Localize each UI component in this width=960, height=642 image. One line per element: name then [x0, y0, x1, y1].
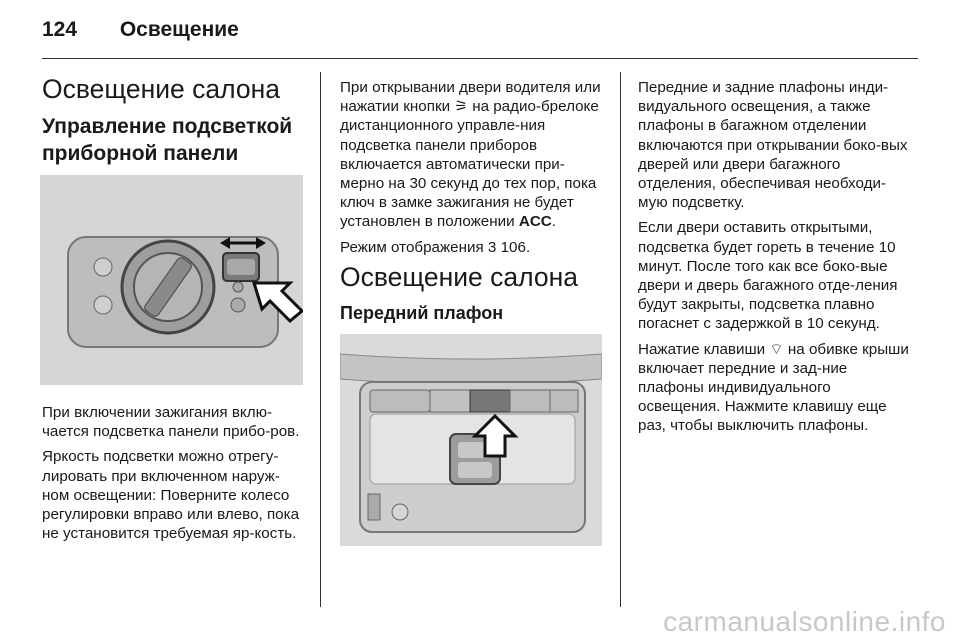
text-run: на радио-брелоке дистанционного управле-ния подсветка панели приборов включается автоматически при-мерно на 30 секунд до тех пор, пока ключ в замке зажигания не будет установлен в положении	[340, 98, 599, 231]
paragraph: При включении зажигания вклю-чается подсветка панели прибо-ров.	[42, 404, 300, 441]
subsection-heading: Управление подсветкой приборной панели	[42, 115, 293, 165]
column-3-text	[638, 78, 914, 442]
column-divider	[320, 72, 321, 607]
acc-label: ACC	[518, 213, 552, 231]
dome-lamp-icon: ⌔	[769, 340, 784, 358]
watermark: carmanualsonline.info	[663, 606, 946, 637]
page-header	[42, 18, 239, 42]
page-ref-number: 106	[500, 238, 526, 256]
page-ref-icon: 3	[487, 238, 497, 256]
paragraph	[340, 78, 606, 232]
column-2-text	[340, 78, 606, 263]
page-number: 124	[42, 18, 78, 41]
column-1-text	[42, 403, 307, 549]
subsection-heading: Передний плафон	[340, 303, 504, 323]
text-run: Режим отображения	[340, 238, 484, 256]
light-switch-illustration	[40, 175, 303, 385]
paragraph	[340, 238, 606, 257]
text-run: .	[551, 213, 556, 231]
front-dome-light-figure	[340, 334, 602, 546]
remote-unlock-icon: ⚞	[454, 98, 468, 116]
paragraph: Передние и задние плафоны инди-видуального освещения, а также плафоны в багажном отделении включаются при открывании боко-вых дверей или двери багажного отделения, обеспечивая необходи-мую подсветку.	[638, 79, 908, 212]
section-heading: Освещение салона	[42, 74, 281, 104]
paragraph	[638, 340, 914, 436]
section-title: Освещение	[119, 18, 239, 41]
column-divider	[620, 72, 621, 607]
text-run: При открывании двери водителя или нажатии кнопки	[340, 79, 601, 116]
section-heading: Освещение салона	[340, 262, 579, 292]
paragraph: Яркость подсветки можно отрегу-лировать при включенном наруж-ном освещении: Поверните колесо регулировки вправо или влево, пока не установится требуемая яр-кость.	[42, 448, 300, 543]
text-run: .	[525, 238, 531, 256]
paragraph: Если двери оставить открытыми, подсветка будет гореть в течение 10 минут. После того как все боко-вые двери и дверь багажного отде-ления будут закрыты, подсветка плавно погаснет с задержкой в 10 секунд.	[638, 219, 898, 333]
instrument-light-figure	[40, 175, 303, 385]
text-run: на обивке крыши включает передние и зад-ние плафоны индивидуального освещения. Нажмите клавишу еще раз, чтобы выключить плафоны.	[638, 340, 909, 435]
dome-light-illustration	[340, 334, 602, 546]
header-rule	[42, 58, 918, 59]
text-run: Нажатие клавиши	[638, 340, 766, 358]
